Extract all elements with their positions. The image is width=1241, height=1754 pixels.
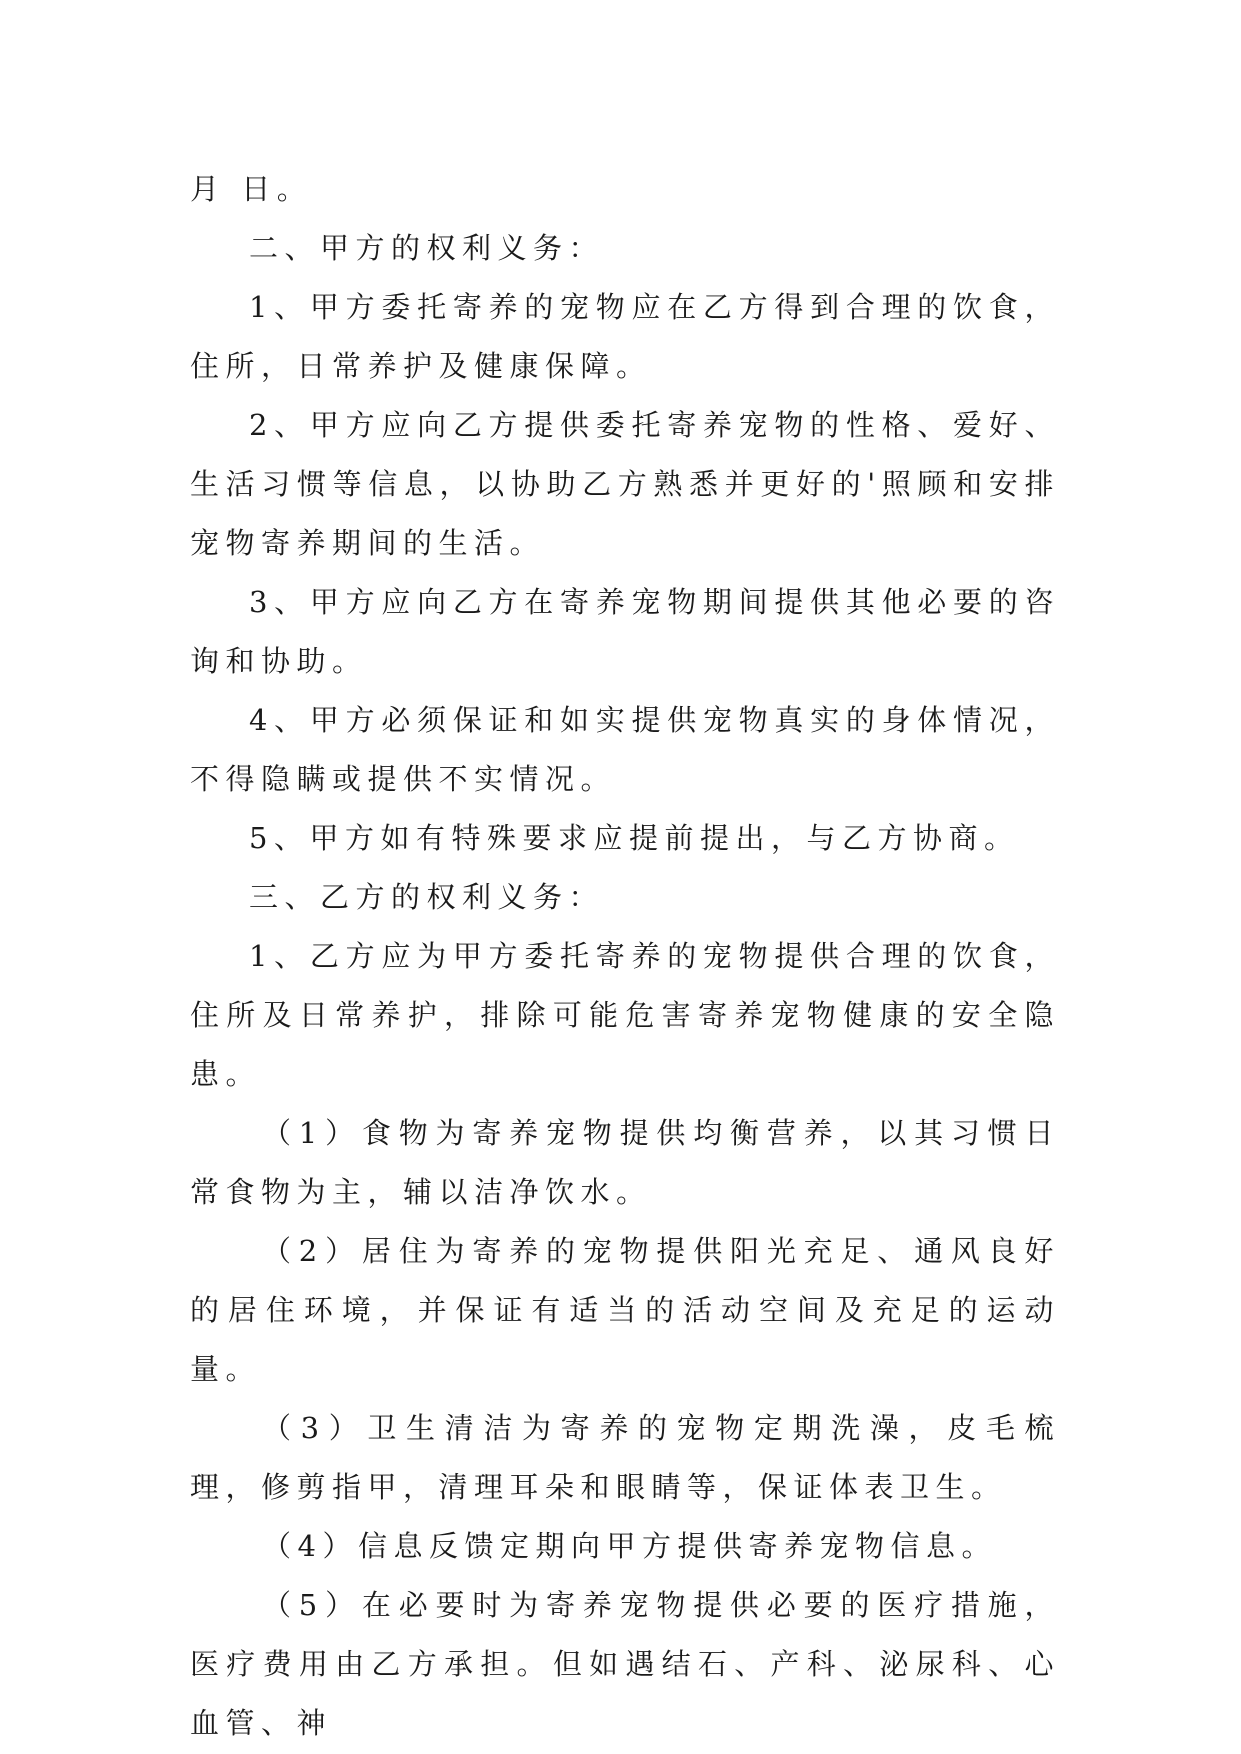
clause-a-4: 4、甲方必须保证和如实提供宠物真实的身体情况，不得隐瞒或提供不实情况。 xyxy=(190,703,1060,796)
heading-party-a-rights: 二、甲方的权利义务： xyxy=(249,231,605,265)
subclause-b-1-feedback: （4）信息反馈定期向甲方提供寄养宠物信息。 xyxy=(262,1529,997,1563)
clause-a-3: 3、甲方应向乙方在寄养宠物期间提供其他必要的咨询和协助。 xyxy=(190,585,1060,678)
subclause-b-1-food: （1）食物为寄养宠物提供均衡营养，以其习惯日常食物为主，辅以洁净饮水。 xyxy=(190,1116,1060,1209)
subclause-b-1-housing: （2）居住为寄养的宠物提供阳光充足、通风良好的居住环境，并保证有适当的活动空间及充足的运动量。 xyxy=(190,1234,1060,1386)
subclause-b-1-hygiene: （3）卫生清洁为寄养的宠物定期洗澡，皮毛梳理，修剪指甲，清理耳朵和眼睛等，保证体表卫生。 xyxy=(190,1411,1060,1504)
subclause-b-1-medical: （5）在必要时为寄养宠物提供必要的医疗措施，医疗费用由乙方承担。但如遇结石、产科、泌尿科、心血管、神 xyxy=(190,1588,1060,1740)
clause-a-2: 2、甲方应向乙方提供委托寄养宠物的性格、爱好、生活习惯等信息，以协助乙方熟悉并更好的'照顾和安排宠物寄养期间的生活。 xyxy=(190,408,1060,560)
paragraph-date-tail: 月 日。 xyxy=(190,172,313,206)
clause-a-5: 5、甲方如有特殊要求应提前提出，与乙方协商。 xyxy=(249,821,1020,855)
document-body xyxy=(190,160,1060,1753)
heading-party-b-rights: 三、乙方的权利义务： xyxy=(249,880,605,914)
clause-a-1: 1、甲方委托寄养的宠物应在乙方得到合理的饮食，住所，日常养护及健康保障。 xyxy=(190,290,1060,383)
clause-b-1: 1、乙方应为甲方委托寄养的宠物提供合理的饮食，住所及日常养护，排除可能危害寄养宠物健康的安全隐患。 xyxy=(190,939,1060,1091)
